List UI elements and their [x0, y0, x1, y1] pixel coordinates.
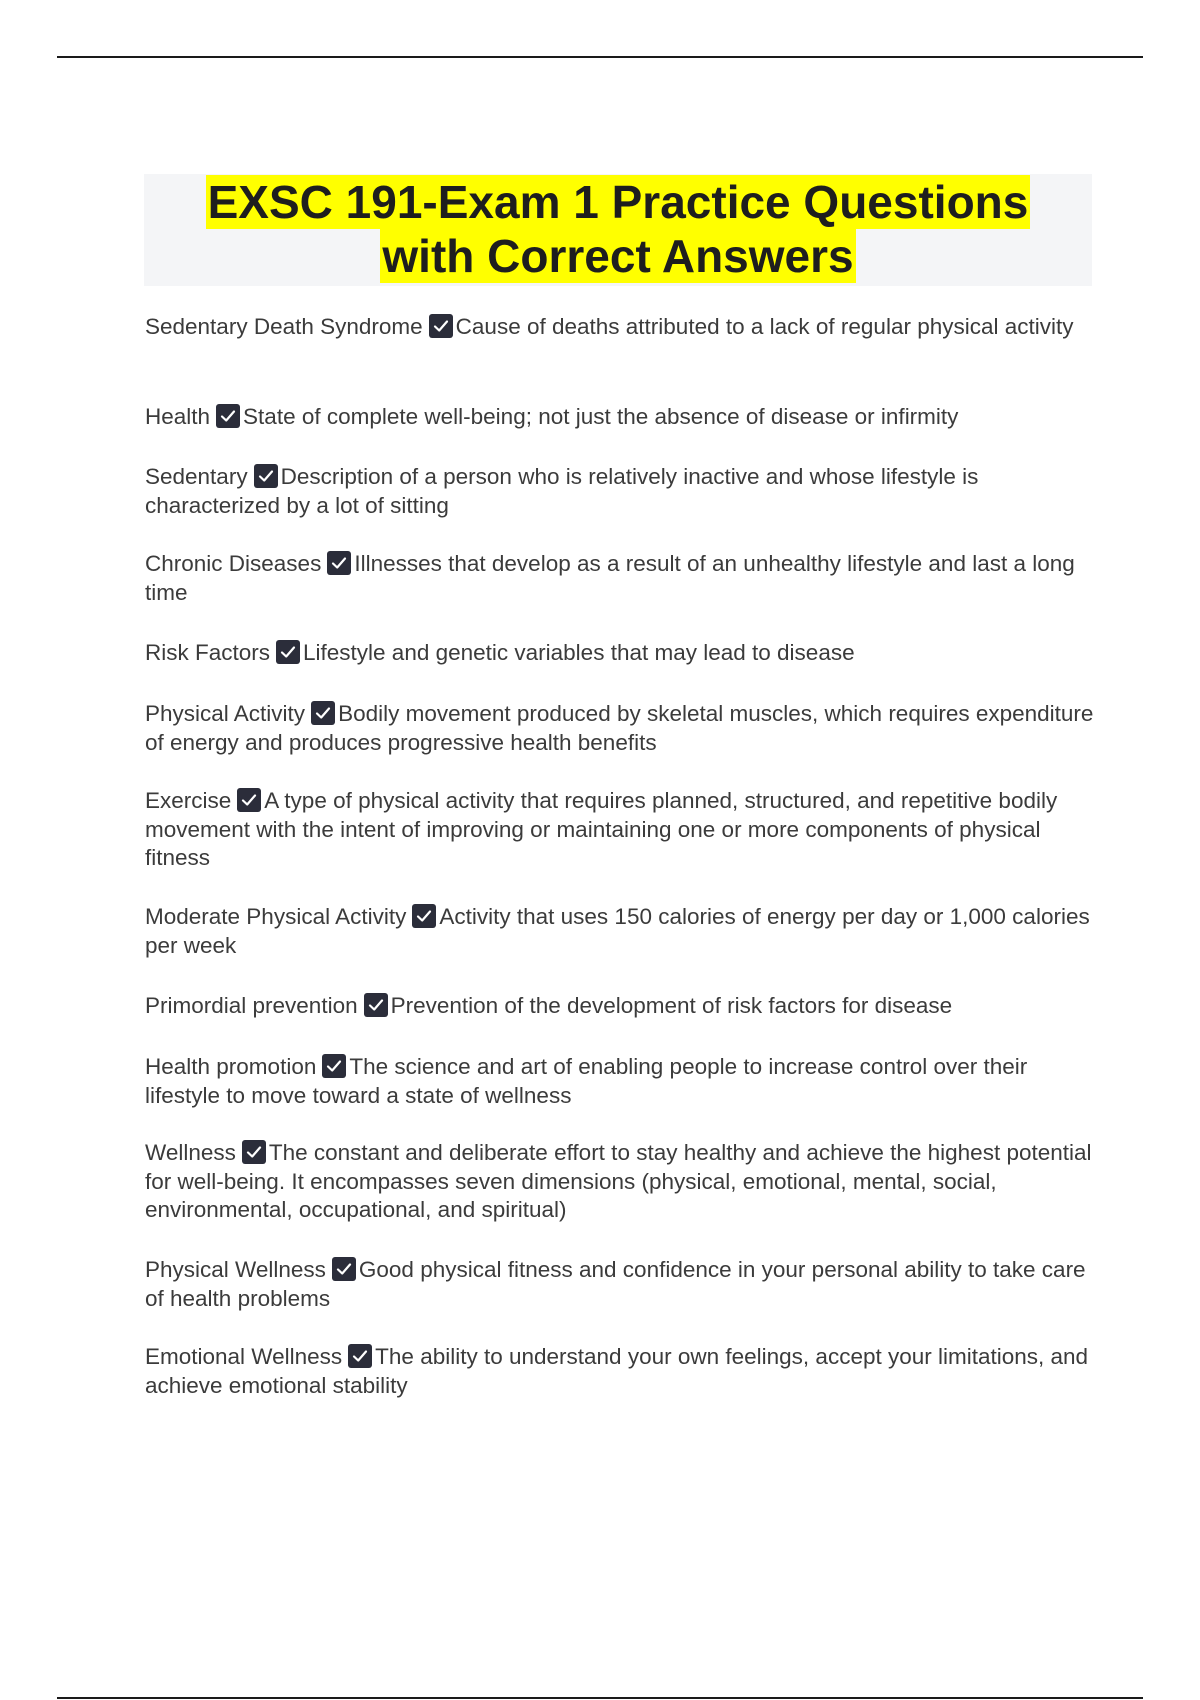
check-box-icon — [348, 1344, 372, 1368]
check-box-icon — [254, 464, 278, 488]
flashcard-entry — [145, 403, 1095, 432]
entry-definition: State of complete well-being; not just the absence of disease or infirmity — [243, 404, 959, 429]
entry-definition: Activity that uses 150 calories of energy per day or 1,000 calories per week — [145, 904, 1090, 958]
entry-term: Physical Wellness — [145, 1257, 326, 1282]
entry-term: Wellness — [145, 1140, 236, 1165]
entry-term: Risk Factors — [145, 640, 271, 665]
top-divider — [57, 56, 1143, 58]
entry-term: Primordial prevention — [145, 993, 358, 1018]
flashcard-entry — [145, 1139, 1095, 1225]
check-box-icon — [332, 1257, 356, 1281]
entry-term: Physical Activity — [145, 701, 306, 726]
document-title-line-1: EXSC 191-Exam 1 Practice Questions — [207, 176, 1029, 228]
entry-term: Chronic Diseases — [145, 551, 322, 576]
check-box-icon — [237, 788, 261, 812]
entry-term: Sedentary — [145, 464, 248, 489]
check-box-icon — [311, 701, 335, 725]
flashcard-entry — [145, 1053, 1095, 1110]
entry-definition: Illnesses that develop as a result of an unhealthy lifestyle and last a long time — [145, 551, 1075, 605]
entry-term: Health — [145, 404, 211, 429]
check-box-icon — [429, 314, 453, 338]
flashcard-entry — [145, 787, 1095, 873]
entry-definition: Cause of deaths attributed to a lack of regular physical activity — [455, 314, 1074, 339]
flashcard-entry — [145, 463, 1095, 520]
flashcard-entry — [145, 903, 1095, 960]
check-box-icon — [242, 1140, 266, 1164]
entry-definition: A type of physical activity that requires planned, structured, and repetitive bodily movement with the intent of improving or maintaining one or more components of physical fitness — [145, 788, 1058, 870]
flashcard-entry — [145, 700, 1095, 757]
title-banner — [144, 174, 1092, 286]
flashcard-entry — [145, 550, 1095, 607]
entry-definition: Lifestyle and genetic variables that may lead to disease — [303, 640, 855, 665]
check-box-icon — [412, 904, 436, 928]
entry-definition: The ability to understand your own feelings, accept your limitations, and achieve emotional stability — [145, 1344, 1089, 1398]
entry-definition: Good physical fitness and confidence in your personal ability to take care of health problems — [145, 1257, 1086, 1311]
check-box-icon — [364, 993, 388, 1017]
document-title-line-2: with Correct Answers — [382, 230, 854, 282]
flashcard-entry — [145, 1256, 1095, 1313]
entry-definition: Description of a person who is relatively inactive and whose lifestyle is characterized by a lot of sitting — [145, 464, 979, 518]
entry-term: Health promotion — [145, 1054, 317, 1079]
flashcard-entry — [145, 639, 1095, 668]
check-box-icon — [216, 404, 240, 428]
bottom-divider — [57, 1697, 1143, 1699]
entry-definition: The constant and deliberate effort to stay healthy and achieve the highest potential for well-being. It encompasses seven dimensions (physical, emotional, mental, social, environmental, occupational, and spiritual) — [145, 1140, 1092, 1222]
entry-term: Moderate Physical Activity — [145, 904, 407, 929]
entry-term: Sedentary Death Syndrome — [145, 314, 423, 339]
entry-definition: Bodily movement produced by skeletal muscles, which requires expenditure of energy and produces progressive health benefits — [145, 701, 1094, 755]
entry-definition: The science and art of enabling people to increase control over their lifestyle to move toward a state of wellness — [145, 1054, 1028, 1108]
entry-term: Emotional Wellness — [145, 1344, 343, 1369]
flashcard-entry — [145, 1343, 1095, 1400]
entry-term: Exercise — [145, 788, 232, 813]
entry-definition: Prevention of the development of risk factors for disease — [390, 993, 953, 1018]
check-box-icon — [322, 1054, 346, 1078]
flashcard-entry — [145, 313, 1095, 342]
check-box-icon — [327, 551, 351, 575]
flashcard-entry — [145, 992, 1095, 1021]
check-box-icon — [276, 640, 300, 664]
